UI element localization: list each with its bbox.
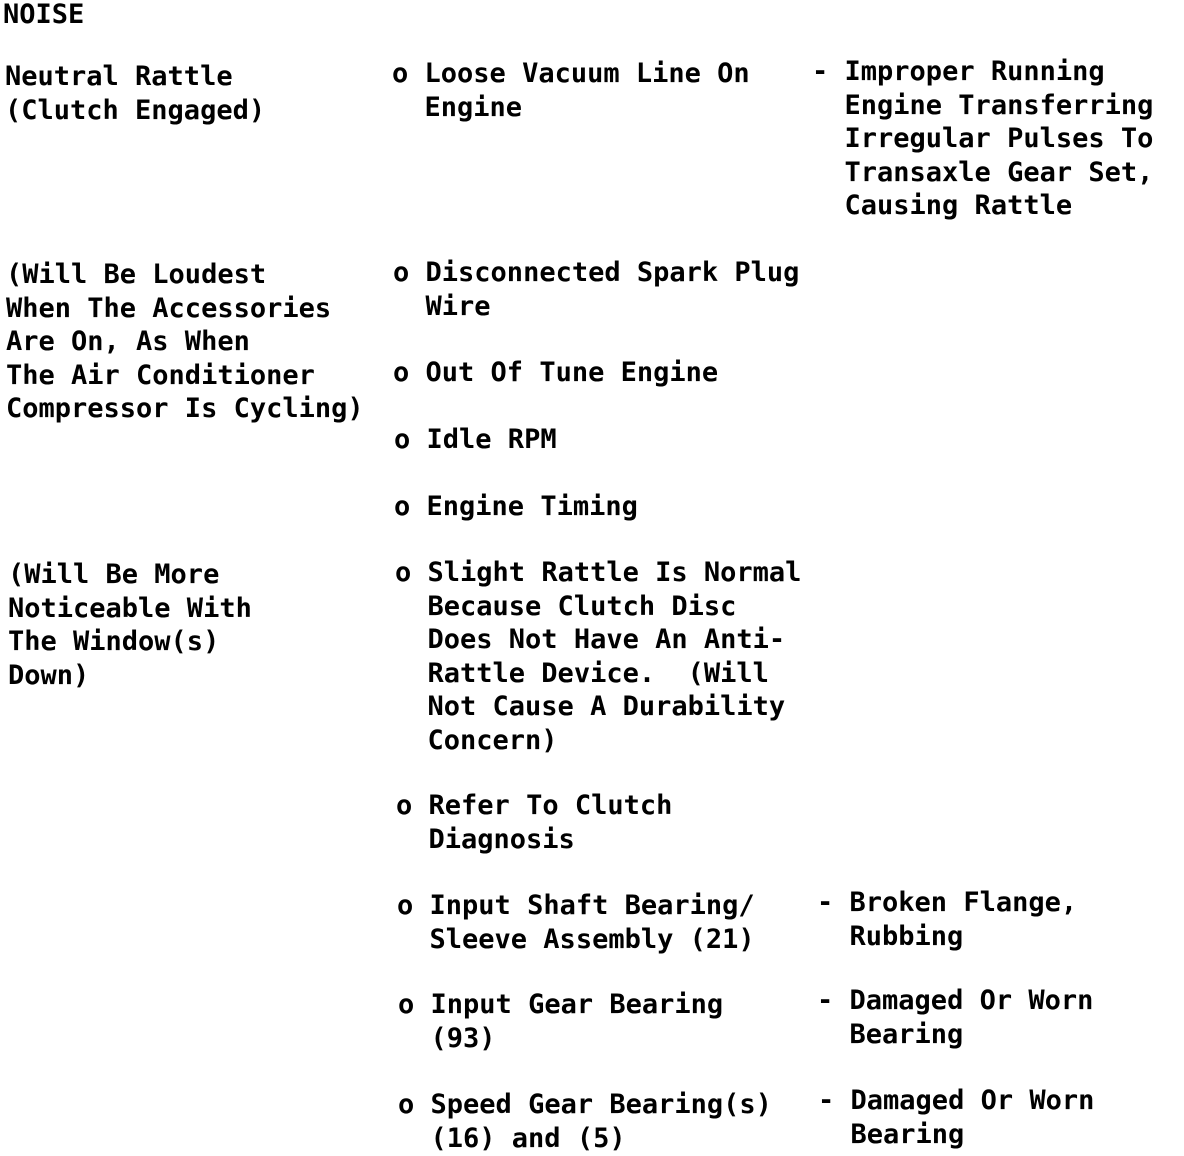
cause-item (398, 1088, 772, 1155)
condition-line: The Air Conditioner (6, 359, 315, 391)
bullet-marker: o (394, 491, 411, 522)
condition-line: The Window(s) (8, 626, 220, 657)
bullet-marker: o (397, 890, 414, 921)
cause-line: Concern) (427, 724, 558, 756)
condition-line: Down) (8, 659, 90, 691)
result-line: Damaged Or Worn (850, 1085, 1095, 1116)
result-item (818, 1084, 1094, 1151)
cause-item (398, 988, 723, 1055)
cause-line: Input Shaft Bearing/ (429, 890, 755, 921)
condition-line: When The Accessories (6, 292, 332, 324)
cause-line: Rattle Device. (Will (427, 657, 769, 689)
result-line: Rubbing (849, 920, 964, 952)
result-line: Bearing (850, 1118, 965, 1150)
cause-item (393, 256, 799, 323)
bullet-marker: o (393, 257, 410, 288)
cause-item (392, 57, 750, 124)
cause-line: Wire (425, 290, 491, 322)
cause-line: (16) and (5) (430, 1122, 626, 1154)
condition-line: Neutral Rattle (5, 61, 233, 92)
result-line: Bearing (849, 1018, 964, 1050)
condition-line: (Will Be Loudest (6, 259, 267, 290)
cause-line: Idle RPM (426, 424, 557, 455)
condition-line: Noticeable With (8, 592, 252, 624)
result-line: Engine Transferring (844, 89, 1154, 121)
bullet-marker: o (398, 989, 415, 1020)
dash-marker: - (818, 1085, 835, 1116)
bullet-marker: o (396, 790, 413, 821)
cause-line: Speed Gear Bearing(s) (430, 1089, 772, 1120)
result-line: Causing Rattle (844, 190, 1073, 221)
cause-line: Disconnected Spark Plug (425, 257, 800, 288)
cause-line: Not Cause A Durability (427, 691, 786, 722)
result-line: Transaxle Gear Set, (844, 156, 1154, 188)
condition-neutral-rattle (5, 60, 265, 127)
cause-line: Diagnosis (428, 823, 575, 855)
result-line: Improper Running (844, 56, 1105, 87)
bullet-marker: o (398, 1089, 415, 1120)
cause-line: Does Not Have An Anti- (427, 624, 786, 655)
cause-line: Sleeve Assembly (21) (429, 923, 755, 955)
cause-item (396, 789, 672, 856)
page-heading: NOISE (3, 0, 85, 30)
result-item (812, 55, 1153, 223)
cause-line: Slight Rattle Is Normal (427, 557, 802, 588)
condition-loudest-accessories (6, 258, 364, 426)
cause-line: (93) (430, 1022, 496, 1054)
result-item (817, 984, 1093, 1051)
condition-line: Are On, As When (6, 326, 250, 357)
result-line: Damaged Or Worn (849, 985, 1094, 1016)
bullet-marker: o (395, 557, 412, 588)
dash-marker: - (812, 56, 829, 87)
cause-item (393, 356, 718, 390)
result-line: Irregular Pulses To (844, 123, 1154, 154)
cause-line: Loose Vacuum Line On (424, 58, 750, 89)
cause-line: Input Gear Bearing (430, 989, 724, 1020)
condition-line: (Clutch Engaged) (5, 94, 266, 126)
condition-line: (Will Be More (8, 559, 220, 590)
condition-windows-down (8, 558, 252, 692)
bullet-marker: o (392, 58, 409, 89)
cause-item (395, 556, 801, 757)
cause-line: Because Clutch Disc (427, 590, 737, 622)
condition-line: Compressor Is Cycling) (6, 393, 364, 424)
cause-item (397, 889, 755, 956)
cause-line: Refer To Clutch (428, 790, 673, 821)
bullet-marker: o (394, 424, 411, 455)
result-line: Broken Flange, (849, 887, 1078, 918)
dash-marker: - (817, 887, 834, 918)
cause-item (394, 423, 557, 457)
cause-line: Out Of Tune Engine (425, 357, 719, 388)
cause-line: Engine (424, 91, 523, 123)
result-item (817, 886, 1077, 953)
cause-line: Engine Timing (426, 491, 638, 522)
cause-item (394, 490, 638, 524)
bullet-marker: o (393, 357, 410, 388)
dash-marker: - (817, 985, 834, 1016)
